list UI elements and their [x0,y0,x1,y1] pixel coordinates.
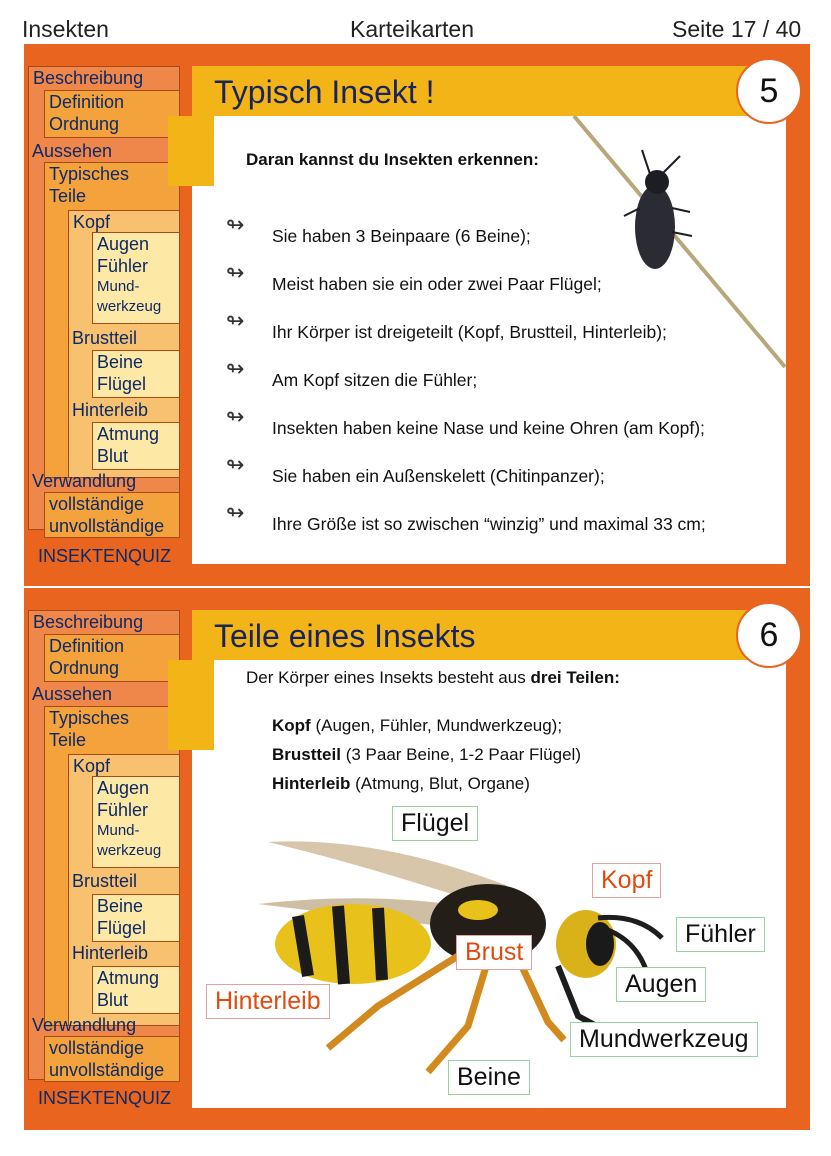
part-detail: (Augen, Fühler, Mundwerkzeug); [310,716,563,735]
card-6-number: 6 [736,602,802,668]
part-name: Kopf [272,716,311,735]
nav-fuehler[interactable]: Fühler [97,800,149,820]
nav-brustteil[interactable]: Brustteil [72,328,138,348]
nav-atmung[interactable]: Atmung [97,424,160,444]
card-5-title: Typisch Insekt ! [214,74,435,110]
nav-insektenquiz[interactable]: INSEKTENQUIZ [38,546,172,566]
label-kopf: Kopf [592,863,661,898]
nav-aussehen[interactable]: Aussehen [32,141,113,161]
arrow-icon: ↬ [226,404,245,429]
card-6-intro [246,668,620,688]
nav-brustteil-row [68,870,180,892]
nav-hinterleib-row [68,399,180,421]
nav-beine[interactable]: Beine [97,896,144,916]
card-5-number: 5 [736,58,802,124]
part-name: Brustteil [272,745,341,764]
header-center: Karteikarten [350,16,475,42]
card-6-title-bar [192,610,770,660]
point-6: Sie haben ein Außenskelett (Chitinpanzer); [272,466,605,486]
card-5-intro: Daran kannst du Insekten erkennen: [246,150,539,169]
point-5: Insekten haben keine Nase und keine Ohren (am Kopf); [272,418,705,438]
nav-verwandlung-sub [44,492,180,538]
nav-brustteil[interactable]: Brustteil [72,871,138,891]
nav-atmung[interactable]: Atmung [97,968,160,988]
beetle-icon [624,150,692,269]
nav-insektenquiz[interactable]: INSEKTENQUIZ [38,1088,172,1108]
arrow-icon: ↬ [226,260,245,285]
nav-unvollstaendige[interactable]: unvollständige [49,1060,165,1080]
nav-kopf-sub [92,232,180,324]
nav-verwandlung[interactable]: Verwandlung [32,1015,137,1035]
intro-bold: drei Teilen: [530,668,620,687]
nav-mund[interactable]: Mund- [97,822,140,839]
nav-fuehler[interactable]: Fühler [97,256,149,276]
nav-teile[interactable]: Teile [49,186,87,206]
nav-werkzeug[interactable]: werkzeug [97,842,162,859]
point-2: Meist haben sie ein oder zwei Paar Flügel; [272,274,602,294]
nav-vollstaendige[interactable]: vollständige [49,1038,145,1058]
nav-brustteil-sub [92,894,180,942]
nav-typisches[interactable]: Typisches [49,164,130,184]
card-5-title-bar [192,66,770,116]
nav-hinterleib-sub [92,422,180,470]
part-detail: (Atmung, Blut, Organe) [350,774,530,793]
arrow-icon: ↬ [226,500,245,525]
nav-kopf[interactable]: Kopf [73,756,111,776]
nav-teile[interactable]: Teile [49,730,87,750]
part-detail: (3 Paar Beine, 1-2 Paar Flügel) [340,745,581,764]
label-hinterleib: Hinterleib [206,984,330,1019]
nav-unvollstaendige[interactable]: unvollständige [49,516,165,536]
nav-augen[interactable]: Augen [97,234,150,254]
nav-verwandlung[interactable]: Verwandlung [32,471,137,491]
nav-definition[interactable]: Definition [49,636,125,656]
label-mundwerkzeug: Mundwerkzeug [570,1022,758,1057]
part-hinterleib [272,774,530,794]
title-connector [168,660,214,750]
nav-mund[interactable]: Mund- [97,278,140,295]
point-3: Ihr Körper ist dreigeteilt (Kopf, Brustteil, Hinterleib); [272,322,667,342]
nav-definition-box [44,634,180,682]
nav-ordnung[interactable]: Ordnung [49,658,120,678]
connector-left [168,116,192,186]
part-kopf [272,716,562,736]
part-name: Hinterleib [272,774,351,793]
part-brustteil [272,745,581,765]
nav-kopf-sub [92,776,180,868]
nav-hinterleib-sub [92,966,180,1014]
nav-aussehen-row [28,683,180,705]
nav-fluegel[interactable]: Flügel [97,918,147,938]
nav-brustteil-row [68,327,180,349]
arrow-icon: ↬ [226,308,245,333]
point-4: Am Kopf sitzen die Fühler; [272,370,478,390]
nav-fluegel[interactable]: Flügel [97,374,147,394]
label-fluegel: Flügel [392,806,478,841]
nav-beschreibung[interactable]: Beschreibung [33,612,144,632]
nav-blut[interactable]: Blut [97,446,129,466]
nav-hinterleib[interactable]: Hinterleib [72,400,149,420]
label-fuehler: Fühler [676,917,765,952]
nav-vollstaendige[interactable]: vollständige [49,494,145,514]
label-augen: Augen [616,967,706,1002]
nav-ordnung[interactable]: Ordnung [49,114,120,134]
nav-augen[interactable]: Augen [97,778,150,798]
arrow-icon: ↬ [226,212,245,237]
arrow-icon: ↬ [226,452,245,477]
point-1: Sie haben 3 Beinpaare (6 Beine); [272,226,531,246]
nav-aussehen-row [28,140,180,162]
connector-notch [192,116,214,186]
nav-aussehen[interactable]: Aussehen [32,684,113,704]
label-beine: Beine [448,1060,530,1095]
intro-plain: Der Körper eines Insekts besteht aus [246,668,531,687]
label-brust: Brust [456,935,532,970]
header-page-number: Seite 17 / 40 [672,16,802,42]
nav-verwandlung-row [28,1014,180,1036]
nav-brustteil-sub [92,350,180,398]
nav-verwandlung-sub [44,1036,180,1082]
nav-verwandlung-row [28,470,180,492]
card-6-title: Teile eines Insekts [214,618,476,654]
nav-hinterleib[interactable]: Hinterleib [72,943,149,963]
point-7: Ihre Größe ist so zwischen “winzig” und maximal 33 cm; [272,514,706,534]
arrow-icon: ↬ [226,356,245,381]
nav-beschreibung[interactable]: Beschreibung [33,68,144,88]
header-left: Insekten [22,16,109,42]
nav-kopf[interactable]: Kopf [73,212,111,232]
nav-hinterleib-row [68,942,180,964]
nav-definition[interactable]: Definition [49,92,125,112]
nav-definition-box [44,90,180,138]
nav-beine[interactable]: Beine [97,352,144,372]
nav-typisches[interactable]: Typisches [49,708,130,728]
nav-blut[interactable]: Blut [97,990,129,1010]
nav-werkzeug[interactable]: werkzeug [97,298,162,315]
